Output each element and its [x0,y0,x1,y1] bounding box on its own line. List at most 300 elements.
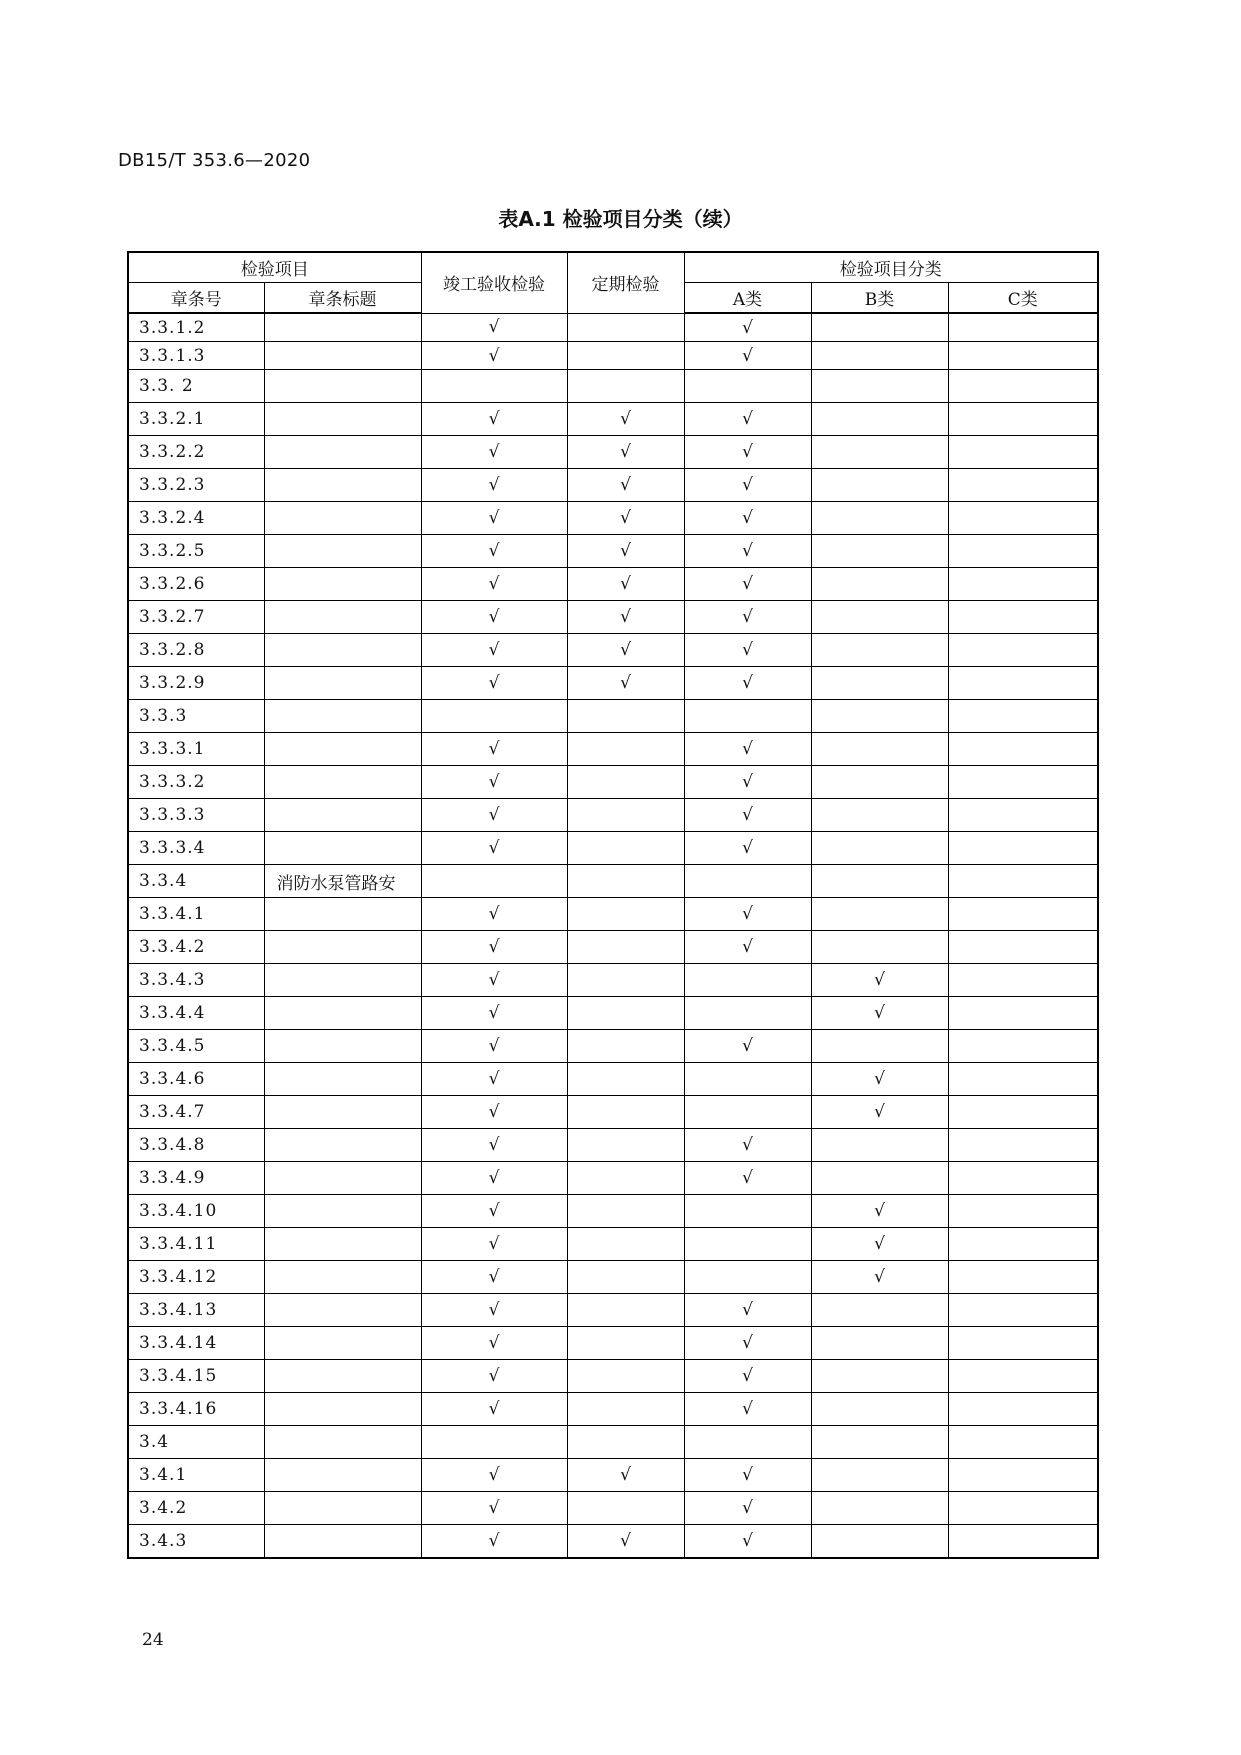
class-c-check-cell [948,535,1098,568]
completion-check-cell: √ [421,964,567,997]
clause-number-cell: 3.3.4 [128,865,264,898]
clause-title-cell [264,1030,421,1063]
clause-title-cell [264,1360,421,1393]
clause-title-cell [264,931,421,964]
periodic-check-cell [567,832,684,865]
periodic-check-cell [567,1294,684,1327]
document-code: DB15/T 353.6—2020 [118,150,311,171]
class-a-check-cell [684,1261,811,1294]
clause-number-cell: 3.4 [128,1426,264,1459]
class-a-check-cell: √ [684,568,811,601]
table-row [128,535,1098,568]
class-c-check-cell [948,931,1098,964]
class-b-check-cell [811,1030,948,1063]
clause-number-cell: 3.4.1 [128,1459,264,1492]
class-a-check-cell: √ [684,601,811,634]
class-b-check-cell [811,667,948,700]
clause-number-cell: 3.3.3.2 [128,766,264,799]
class-a-check-cell: √ [684,1162,811,1195]
class-b-check-cell [811,733,948,766]
clause-number-cell: 3.3.2.5 [128,535,264,568]
table-title: 表A.1 检验项目分类（续） [498,207,743,231]
clause-number-cell: 3.4.3 [128,1525,264,1559]
clause-number-cell: 3.3.2.3 [128,469,264,502]
class-a-check-cell: √ [684,1294,811,1327]
class-c-check-cell [948,1030,1098,1063]
clause-number-cell: 3.3.4.11 [128,1228,264,1261]
class-a-check-cell: √ [684,502,811,535]
table-row [128,667,1098,700]
clause-number-cell: 3.3.2.1 [128,403,264,436]
periodic-check-cell [567,799,684,832]
class-c-check-cell [948,1360,1098,1393]
clause-number-cell: 3.3.1.3 [128,342,264,370]
completion-check-cell: √ [421,1096,567,1129]
class-a-check-cell: √ [684,832,811,865]
clause-title-cell [264,568,421,601]
class-a-check-cell: √ [684,1459,811,1492]
periodic-check-cell [567,898,684,931]
class-c-check-cell [948,1393,1098,1426]
table-row [128,1525,1098,1559]
clause-title-cell [264,1492,421,1525]
table-row [128,1261,1098,1294]
class-c-check-cell [948,370,1098,403]
class-b-check-cell [811,1327,948,1360]
class-b-check-cell [811,1360,948,1393]
table-row [128,1063,1098,1096]
periodic-check-cell [567,1327,684,1360]
periodic-check-cell: √ [567,535,684,568]
completion-check-cell: √ [421,667,567,700]
clause-title-cell [264,502,421,535]
class-b-check-cell [811,865,948,898]
clause-title-cell [264,403,421,436]
class-a-check-cell [684,1063,811,1096]
class-a-check-cell: √ [684,1393,811,1426]
clause-title-cell [264,1426,421,1459]
clause-title-cell [264,733,421,766]
periodic-check-cell [567,1096,684,1129]
class-c-check-cell [948,1525,1098,1559]
table-row [128,832,1098,865]
periodic-check-cell [567,700,684,733]
class-b-check-cell: √ [811,1228,948,1261]
clause-title-cell [264,1525,421,1559]
class-a-check-cell: √ [684,469,811,502]
header-clause-number: 章条号 [128,283,264,314]
class-b-check-cell: √ [811,997,948,1030]
class-b-check-cell [811,700,948,733]
table-row [128,700,1098,733]
class-b-check-cell [811,766,948,799]
table-row [128,1030,1098,1063]
class-c-check-cell [948,733,1098,766]
class-a-check-cell: √ [684,1492,811,1525]
class-a-check-cell [684,1426,811,1459]
completion-check-cell: √ [421,342,567,370]
clause-number-cell: 3.3.4.9 [128,1162,264,1195]
class-a-check-cell [684,1096,811,1129]
periodic-check-cell [567,1129,684,1162]
class-a-check-cell: √ [684,1525,811,1559]
clause-number-cell: 3.3.4.10 [128,1195,264,1228]
table-row [128,502,1098,535]
clause-title-cell [264,997,421,1030]
completion-check-cell: √ [421,1129,567,1162]
periodic-check-cell [567,1492,684,1525]
class-a-check-cell: √ [684,634,811,667]
completion-check-cell [421,700,567,733]
table-row [128,601,1098,634]
class-b-check-cell [811,568,948,601]
clause-title-cell [264,1327,421,1360]
table-row [128,1228,1098,1261]
class-c-check-cell [948,469,1098,502]
completion-check-cell: √ [421,733,567,766]
header-class-b: B类 [811,283,948,314]
class-c-check-cell [948,766,1098,799]
class-b-check-cell [811,799,948,832]
clause-number-cell: 3.3.2.9 [128,667,264,700]
table-row [128,1360,1098,1393]
completion-check-cell [421,1426,567,1459]
table-row [128,865,1098,898]
header-periodic-inspection: 定期检验 [567,252,684,313]
clause-number-cell: 3.3.3.1 [128,733,264,766]
class-a-check-cell [684,1228,811,1261]
clause-title-cell [264,667,421,700]
class-b-check-cell [811,313,948,342]
class-c-check-cell [948,1327,1098,1360]
class-c-check-cell [948,799,1098,832]
clause-title-cell [264,964,421,997]
table-row [128,1162,1098,1195]
table-row [128,1492,1098,1525]
clause-number-cell: 3.3.4.12 [128,1261,264,1294]
clause-number-cell: 3.3.3.4 [128,832,264,865]
class-b-check-cell [811,1162,948,1195]
class-a-check-cell: √ [684,1360,811,1393]
table-row [128,436,1098,469]
class-c-check-cell [948,1426,1098,1459]
clause-title-cell [264,436,421,469]
clause-number-cell: 3.3.3 [128,700,264,733]
clause-number-cell: 3.3.4.5 [128,1030,264,1063]
periodic-check-cell [567,865,684,898]
clause-title-cell [264,1096,421,1129]
clause-title-cell [264,1195,421,1228]
class-b-check-cell [811,832,948,865]
completion-check-cell: √ [421,832,567,865]
completion-check-cell: √ [421,1030,567,1063]
periodic-check-cell [567,1261,684,1294]
class-c-check-cell [948,832,1098,865]
clause-title-cell [264,469,421,502]
clause-number-cell: 3.3. 2 [128,370,264,403]
class-b-check-cell [811,1393,948,1426]
table-row [128,1327,1098,1360]
class-c-check-cell [948,1228,1098,1261]
clause-number-cell: 3.3.4.15 [128,1360,264,1393]
clause-title-cell [264,1129,421,1162]
clause-number-cell: 3.3.4.2 [128,931,264,964]
table-row [128,403,1098,436]
table-row [128,370,1098,403]
clause-number-cell: 3.3.2.6 [128,568,264,601]
table-row [128,964,1098,997]
completion-check-cell: √ [421,1459,567,1492]
clause-title-cell [264,634,421,667]
completion-check-cell: √ [421,469,567,502]
table-row [128,1426,1098,1459]
completion-check-cell: √ [421,1294,567,1327]
class-c-check-cell [948,1162,1098,1195]
clause-title-cell [264,601,421,634]
header-completion-inspection: 竣工验收检验 [421,252,567,313]
completion-check-cell: √ [421,535,567,568]
periodic-check-cell: √ [567,634,684,667]
table-row [128,1129,1098,1162]
completion-check-cell [421,370,567,403]
class-b-check-cell [811,403,948,436]
periodic-check-cell [567,964,684,997]
periodic-check-cell: √ [567,469,684,502]
table-row [128,1459,1098,1492]
table-row [128,1393,1098,1426]
completion-check-cell: √ [421,931,567,964]
completion-check-cell: √ [421,1195,567,1228]
header-clause-title: 章条标题 [264,283,421,314]
clause-title-cell [264,1228,421,1261]
completion-check-cell: √ [421,997,567,1030]
clause-title-cell [264,1063,421,1096]
class-c-check-cell [948,865,1098,898]
clause-title-cell [264,535,421,568]
periodic-check-cell: √ [567,502,684,535]
page-number: 24 [142,1630,164,1650]
periodic-check-cell [567,1360,684,1393]
class-c-check-cell [948,1492,1098,1525]
clause-number-cell: 3.3.2.2 [128,436,264,469]
class-a-check-cell [684,1195,811,1228]
class-c-check-cell [948,667,1098,700]
class-b-check-cell [811,535,948,568]
completion-check-cell: √ [421,1228,567,1261]
class-c-check-cell [948,313,1098,342]
periodic-check-cell [567,370,684,403]
periodic-check-cell [567,766,684,799]
periodic-check-cell: √ [567,1459,684,1492]
clause-number-cell: 3.3.1.2 [128,313,264,342]
table-row [128,799,1098,832]
class-c-check-cell [948,1294,1098,1327]
clause-number-cell: 3.3.2.7 [128,601,264,634]
completion-check-cell: √ [421,1492,567,1525]
class-b-check-cell [811,342,948,370]
periodic-check-cell [567,931,684,964]
class-b-check-cell [811,469,948,502]
table-row [128,733,1098,766]
class-c-check-cell [948,964,1098,997]
class-a-check-cell [684,997,811,1030]
class-c-check-cell [948,1195,1098,1228]
periodic-check-cell [567,733,684,766]
clause-number-cell: 3.3.4.3 [128,964,264,997]
class-b-check-cell [811,1525,948,1559]
table-row [128,634,1098,667]
class-a-check-cell [684,370,811,403]
class-c-check-cell [948,601,1098,634]
clause-title-cell [264,342,421,370]
table-row [128,1096,1098,1129]
class-a-check-cell: √ [684,931,811,964]
periodic-check-cell: √ [567,667,684,700]
completion-check-cell: √ [421,1327,567,1360]
completion-check-cell: √ [421,403,567,436]
periodic-check-cell: √ [567,568,684,601]
clause-number-cell: 3.3.4.4 [128,997,264,1030]
periodic-check-cell [567,313,684,342]
clause-number-cell: 3.3.4.16 [128,1393,264,1426]
header-item-group: 检验项目 [128,252,421,283]
clause-title-cell [264,1261,421,1294]
class-b-check-cell [811,1492,948,1525]
header-classification-group: 检验项目分类 [684,252,1098,283]
completion-check-cell: √ [421,1261,567,1294]
class-b-check-cell [811,370,948,403]
periodic-check-cell [567,1162,684,1195]
clause-number-cell: 3.3.2.8 [128,634,264,667]
completion-check-cell: √ [421,898,567,931]
clause-title-cell [264,370,421,403]
clause-title-cell [264,898,421,931]
table-body [128,313,1098,1558]
class-b-check-cell: √ [811,1195,948,1228]
class-b-check-cell: √ [811,1261,948,1294]
class-c-check-cell [948,568,1098,601]
class-a-check-cell: √ [684,535,811,568]
periodic-check-cell: √ [567,436,684,469]
class-b-check-cell [811,1294,948,1327]
completion-check-cell: √ [421,766,567,799]
periodic-check-cell [567,1426,684,1459]
class-c-check-cell [948,997,1098,1030]
class-c-check-cell [948,634,1098,667]
periodic-check-cell [567,1063,684,1096]
class-c-check-cell [948,1459,1098,1492]
class-a-check-cell: √ [684,1327,811,1360]
class-a-check-cell: √ [684,342,811,370]
periodic-check-cell [567,1393,684,1426]
completion-check-cell: √ [421,799,567,832]
class-a-check-cell: √ [684,313,811,342]
clause-number-cell: 3.3.4.7 [128,1096,264,1129]
class-b-check-cell: √ [811,964,948,997]
completion-check-cell [421,865,567,898]
completion-check-cell: √ [421,1162,567,1195]
class-b-check-cell [811,502,948,535]
table-row [128,469,1098,502]
clause-number-cell: 3.3.4.13 [128,1294,264,1327]
class-c-check-cell [948,700,1098,733]
clause-title-cell [264,832,421,865]
clause-title-cell [264,1393,421,1426]
clause-title-cell [264,1459,421,1492]
completion-check-cell: √ [421,313,567,342]
periodic-check-cell: √ [567,403,684,436]
periodic-check-cell [567,1030,684,1063]
inspection-classification-table [127,251,1099,1559]
periodic-check-cell [567,1195,684,1228]
header-class-c: C类 [948,283,1098,314]
class-a-check-cell [684,865,811,898]
class-c-check-cell [948,898,1098,931]
class-b-check-cell: √ [811,1063,948,1096]
clause-title-cell [264,766,421,799]
class-a-check-cell: √ [684,898,811,931]
table-row [128,1294,1098,1327]
class-c-check-cell [948,502,1098,535]
periodic-check-cell [567,1228,684,1261]
completion-check-cell: √ [421,1525,567,1559]
clause-title-cell [264,1162,421,1195]
table-row [128,568,1098,601]
class-c-check-cell [948,1261,1098,1294]
clause-number-cell: 3.4.2 [128,1492,264,1525]
completion-check-cell: √ [421,568,567,601]
periodic-check-cell: √ [567,1525,684,1559]
class-b-check-cell [811,1459,948,1492]
class-b-check-cell [811,931,948,964]
table-row [128,997,1098,1030]
class-b-check-cell [811,601,948,634]
class-c-check-cell [948,436,1098,469]
header-class-a: A类 [684,283,811,314]
clause-title-cell [264,313,421,342]
clause-number-cell: 3.3.3.3 [128,799,264,832]
periodic-check-cell [567,997,684,1030]
class-b-check-cell [811,1129,948,1162]
class-a-check-cell: √ [684,667,811,700]
completion-check-cell: √ [421,1360,567,1393]
class-c-check-cell [948,1129,1098,1162]
completion-check-cell: √ [421,502,567,535]
class-c-check-cell [948,1063,1098,1096]
completion-check-cell: √ [421,436,567,469]
class-a-check-cell: √ [684,799,811,832]
periodic-check-cell: √ [567,601,684,634]
class-c-check-cell [948,1096,1098,1129]
table-row [128,1195,1098,1228]
clause-number-cell: 3.3.4.1 [128,898,264,931]
class-a-check-cell: √ [684,766,811,799]
class-c-check-cell [948,342,1098,370]
class-a-check-cell: √ [684,1129,811,1162]
class-b-check-cell [811,898,948,931]
table-row [128,313,1098,342]
class-a-check-cell: √ [684,403,811,436]
completion-check-cell: √ [421,1393,567,1426]
completion-check-cell: √ [421,601,567,634]
periodic-check-cell [567,342,684,370]
table-row [128,342,1098,370]
clause-title-cell [264,799,421,832]
clause-title-cell: 消防水泵管路安 [264,865,421,898]
class-b-check-cell [811,1426,948,1459]
completion-check-cell: √ [421,634,567,667]
class-a-check-cell: √ [684,1030,811,1063]
